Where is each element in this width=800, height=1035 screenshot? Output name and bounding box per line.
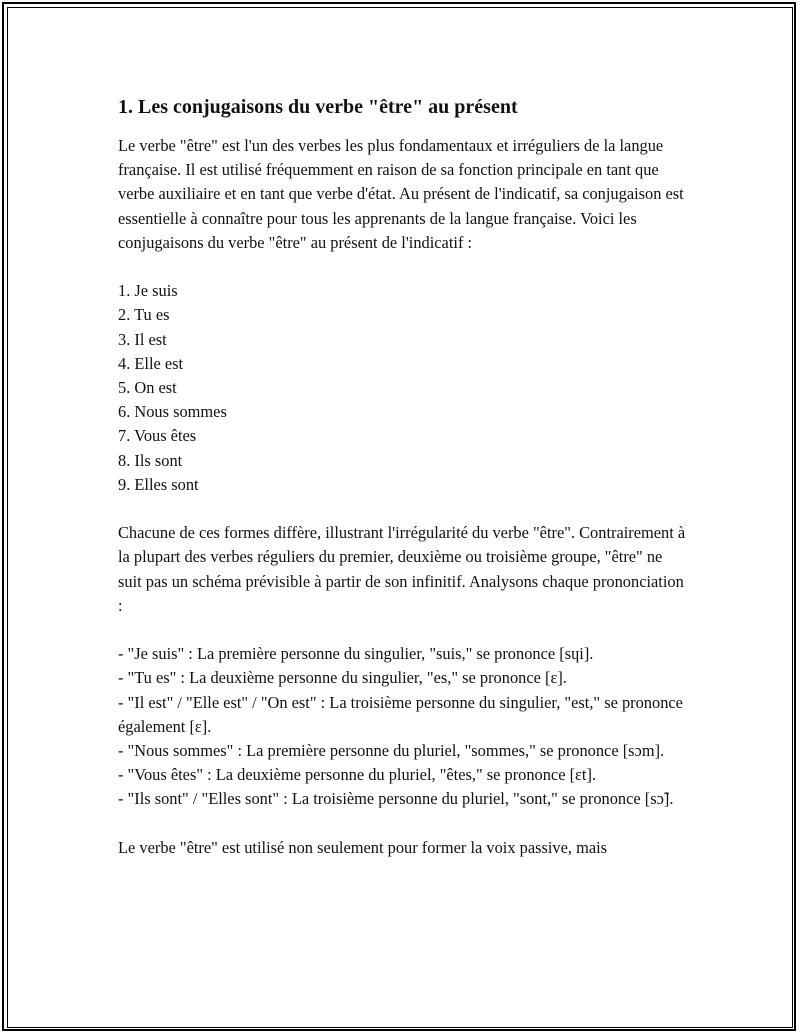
list-item: 9. Elles sont [118,474,199,494]
pronunciation-item: - "Je suis" : La première personne du singulier, "suis," se prononce [sɥi]. [118,644,594,664]
list-item: 7. Vous êtes [118,426,197,446]
pronunciation-item: - "Vous êtes" : La deuxième personne du pluriel, "êtes," se prononce [ɛt]. [118,765,597,785]
list-item: 1. Je suis [118,281,178,301]
analysis-paragraph: Chacune de ces formes diffère, illustrant l'irrégularité du verbe "être". Contrairement à la plupart des verbes réguliers du premier, deuxième ou troisième groupe, "être" ne suit pas un schéma prévisible à partir de son infinitif. Analysons chaque prononciation : [118,523,686,615]
pronunciation-item: - "Ils sont" / "Elles sont" : La troisième personne du pluriel, "sont," se prononce [sɔ̃]. [118,789,674,809]
pronunciation-item: - "Il est" / "Elle est" / "On est" : La troisième personne du singulier, "est," se prononce également [ɛ]. [118,692,683,736]
list-item: 2. Tu es [118,305,170,325]
pronunciation-list [118,642,688,811]
closing-paragraph: Le verbe "être" est utilisé non seulement pour former la voix passive, mais [118,837,608,857]
intro-paragraph: Le verbe "être" est l'un des verbes les plus fondamentaux et irréguliers de la langue française. Il est utilisé fréquemment en raison de sa fonction principale en tant que verbe auxiliaire et en tant que verbe d'état. Au présent de l'indicatif, sa conjugaison est essentielle à connaître pour tous les apprenants de la langue française. Voici les conjugaisons du verbe "être" au présent de l'indicatif : [118,136,684,252]
pronunciation-item: - "Nous sommes" : La première personne du pluriel, "sommes," se prononce [sɔm]. [118,741,665,761]
list-item: 6. Nous sommes [118,402,227,422]
section-heading: 1. Les conjugaisons du verbe "être" au présent [118,96,518,118]
paragraph-spacer [118,497,688,521]
paragraph-spacer [118,812,688,836]
list-item: 8. Ils sont [118,450,183,470]
list-item: 5. On est [118,378,177,398]
conjugation-list [118,279,688,497]
paragraph-spacer [118,255,688,279]
pronunciation-item: - "Tu es" : La deuxième personne du singulier, "es," se prononce [ɛ]. [118,668,567,688]
list-item: 3. Il est [118,329,167,349]
paragraph-spacer [118,618,688,642]
document-body [118,94,688,860]
list-item: 4. Elle est [118,353,184,373]
